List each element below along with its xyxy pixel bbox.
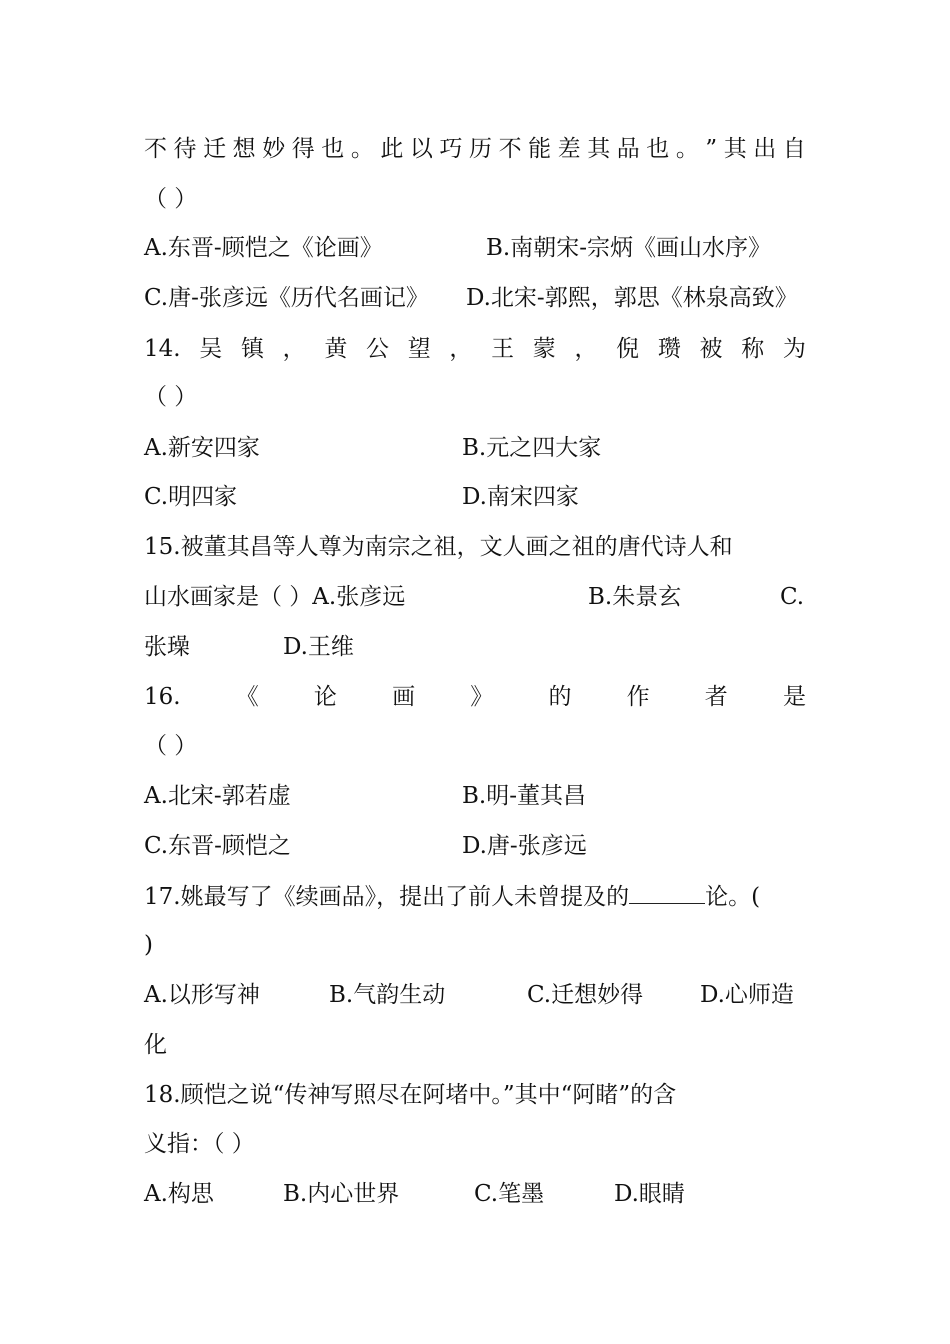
q17-stem-text: 17.姚最写了《续画品》，提出了前人未曾提及的	[144, 884, 630, 910]
q16-option-c: C.东晋-顾恺之	[144, 833, 291, 859]
q16-char: 《	[235, 684, 259, 710]
q13-answer-paren: （ ）	[144, 186, 198, 212]
q13-char: 不	[498, 136, 522, 162]
q13-char: 此	[380, 136, 404, 162]
q17-option-b: B.气韵生动	[329, 982, 446, 1008]
q16-char: 的	[548, 684, 572, 710]
q14-answer-paren: （ ）	[144, 384, 198, 410]
q18-option-d: D.眼睛	[614, 1181, 685, 1207]
q14-char: 倪	[616, 336, 640, 362]
q13-char: 。	[675, 136, 699, 162]
q13-char: 巧	[439, 136, 463, 162]
q13-text-line	[144, 134, 806, 164]
q18-option-c: C.笔墨	[474, 1181, 545, 1207]
q13-char: 妙	[262, 136, 286, 162]
q14-char: 瓒	[657, 336, 681, 362]
q14-char: 称	[741, 336, 765, 362]
q18-option-a: A.构思	[144, 1181, 214, 1207]
q13-char: 自	[782, 136, 806, 162]
q13-char: 品	[616, 136, 640, 162]
q14-number: 14.	[144, 336, 181, 362]
q14-char: 王	[491, 336, 515, 362]
q14-char: 被	[699, 336, 723, 362]
q16-options-row	[144, 831, 806, 861]
q15-option-c-label: C.	[780, 584, 805, 610]
q13-char: 待	[173, 136, 197, 162]
q13-char: 不	[144, 136, 167, 162]
q17-stem-end: 论。(	[705, 884, 761, 910]
q14-char: 望	[407, 336, 431, 362]
q15-stem-line	[144, 582, 806, 612]
q16-char: 作	[626, 684, 650, 710]
exam-page	[144, 0, 806, 1344]
q16-options-row	[144, 781, 806, 811]
q13-char: 其	[587, 136, 611, 162]
q13-char: 历	[469, 136, 493, 162]
q14-char: 为	[782, 336, 806, 362]
q13-option-d: D.北宋-郭熙，郭思《林泉高致》	[466, 285, 798, 311]
q18-stem-line: 义指：（ ）	[144, 1131, 255, 1157]
q17-stem-close: )	[144, 932, 153, 958]
q14-char: 吴	[199, 336, 223, 362]
q16-number: 16.	[144, 684, 181, 710]
q16-stem	[144, 682, 806, 712]
q14-char: ，	[282, 336, 306, 362]
q13-char: 差	[557, 136, 581, 162]
q18-stem-line: 18.顾恺之说“传神写照尽在阿堵中。”其中“阿睹”的含	[144, 1082, 677, 1108]
q13-char: 得	[291, 136, 315, 162]
q13-char: 其	[723, 136, 747, 162]
q14-option-a: A.新安四家	[144, 435, 260, 461]
q13-char: 以	[409, 136, 433, 162]
q15-stem-with-option-a: 山水画家是（ ）A.张彦远	[144, 584, 406, 610]
q18-option-b: B.内心世界	[283, 1181, 400, 1207]
q14-options-row	[144, 433, 806, 463]
q16-option-a: A.北宋-郭若虚	[144, 783, 291, 809]
q17-stem-line	[144, 881, 806, 911]
q14-option-b: B.元之四大家	[462, 435, 602, 461]
q13-option-a: A.东晋-顾恺之《论画》	[144, 235, 383, 261]
q15-option-c: 张璪	[144, 634, 190, 660]
q13-char: 想	[232, 136, 256, 162]
q13-option-c: C.唐-张彦远《历代名画记》	[144, 285, 429, 311]
q13-char: ”	[705, 136, 718, 162]
q16-char: 画	[392, 684, 416, 710]
q14-char: 公	[366, 336, 390, 362]
q13-char: 也	[321, 136, 345, 162]
q17-option-a: A.以形写神	[144, 982, 260, 1008]
q13-char: 迁	[203, 136, 227, 162]
q14-options-row	[144, 482, 806, 512]
q14-char: 蒙	[532, 336, 556, 362]
q15-options-row	[144, 632, 806, 662]
q13-char: 能	[528, 136, 552, 162]
q16-char: 论	[313, 684, 337, 710]
q15-stem-line: 15.被董其昌等人尊为南宗之祖，文人画之祖的唐代诗人和	[144, 534, 733, 560]
q13-options-row	[144, 233, 806, 263]
q13-char: 也	[646, 136, 670, 162]
q16-char: 》	[470, 684, 494, 710]
q14-char: ，	[449, 336, 473, 362]
q15-option-d: D.王维	[283, 634, 354, 660]
q16-option-b: B.明-董其昌	[462, 783, 586, 809]
q14-option-d: D.南宋四家	[462, 484, 579, 510]
q14-option-c: C.明四家	[144, 484, 238, 510]
q14-char: 黄	[324, 336, 348, 362]
q17-option-d: D.心师造	[700, 982, 794, 1008]
q17-option-d-wrap: 化	[144, 1032, 167, 1058]
q18-options-row	[144, 1179, 806, 1209]
q13-option-b: B.南朝宋-宗炳《画山水序》	[486, 235, 771, 261]
q17-options-row	[144, 980, 806, 1010]
q14-char: ，	[574, 336, 598, 362]
q13-char: 。	[350, 136, 374, 162]
q14-char: 镇	[240, 336, 264, 362]
q13-options-row	[144, 283, 806, 313]
q17-option-c: C.迁想妙得	[527, 982, 644, 1008]
q15-option-b: B.朱景玄	[588, 584, 682, 610]
q16-option-d: D.唐-张彦远	[462, 833, 587, 859]
q16-answer-paren: （ ）	[144, 733, 198, 759]
q16-char: 是	[782, 684, 806, 710]
q13-char: 出	[753, 136, 777, 162]
q16-char: 者	[704, 684, 728, 710]
q14-stem	[144, 334, 806, 364]
q17-fill-blank	[629, 881, 705, 904]
